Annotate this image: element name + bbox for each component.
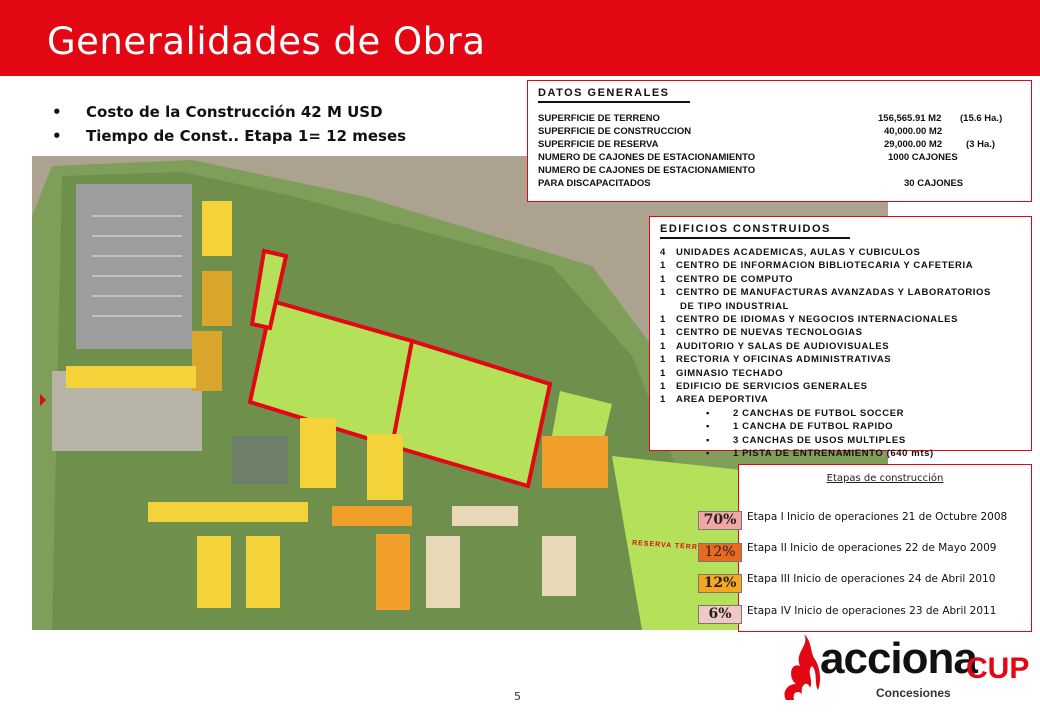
dg-row-note: (15.6 Ha.): [960, 113, 1003, 124]
edificio-count: 1: [660, 367, 666, 379]
heading-underline: [538, 101, 690, 103]
bullet-time: • Tiempo de Const.. Etapa 1= 12 meses: [52, 124, 406, 148]
dg-row-value: 29,000.00 M2: [884, 139, 943, 150]
edificio-label: UNIDADES ACADEMICAS, AULAS Y CUBICULOS: [676, 247, 921, 258]
edificio-label: CENTRO DE IDIOMAS Y NEGOCIOS INTERNACIONALES: [676, 314, 959, 325]
etapa-item: Etapa II Inicio de operaciones 22 de Mayo 2009: [747, 542, 997, 554]
edificios-heading: EDIFICIOS CONSTRUIDOS: [660, 223, 831, 235]
etapas-box: [738, 464, 1032, 632]
dg-row-label: NUMERO DE CAJONES DE ESTACIONAMIENTO: [538, 165, 756, 176]
dg-row-note: (3 Ha.): [966, 139, 996, 150]
edificio-label: RECTORIA Y OFICINAS ADMINISTRATIVAS: [676, 354, 892, 366]
dg-row-label: SUPERFICIE DE RESERVA: [538, 139, 659, 150]
dg-row-value: 156,565.91 M2: [878, 113, 942, 124]
bullet-cost: • Costo de la Construcción 42 M USD: [52, 100, 406, 124]
map-reserva-label: RESERVA TERR: [631, 539, 699, 552]
edificio-count: 1: [660, 260, 666, 272]
edificio-count: 1: [660, 394, 666, 406]
bullet-icon: ▪: [706, 421, 710, 433]
edificio-label: DE TIPO INDUSTRIAL: [680, 300, 789, 312]
datos-generales-table: [538, 113, 1028, 199]
edificio-label: CENTRO DE COMPUTO: [676, 273, 794, 285]
edificio-count: 1: [660, 314, 666, 325]
edificio-count: 1: [660, 354, 666, 366]
edificio-label: AUDITORIO Y SALAS DE AUDIOVISUALES: [676, 340, 890, 352]
edificio-label: CENTRO DE NUEVAS TECNOLOGIAS: [676, 327, 863, 339]
bullet-icon: ▪: [706, 434, 710, 446]
edificio-sub-label: 3 CANCHAS DE USOS MULTIPLES: [733, 434, 906, 446]
etapa-item: Etapa III Inicio de operaciones 24 de Abril 2010: [747, 573, 996, 585]
edificio-count: 1: [660, 287, 666, 299]
logo-cup: CUP: [966, 652, 1030, 685]
edificio-sub-label: 1 CANCHA DE FUTBOL RAPIDO: [733, 421, 894, 433]
edificio-count: 1: [660, 327, 666, 339]
etapa-percent-badge: 12%: [698, 574, 742, 593]
logo-wordmark: acciona: [820, 634, 977, 683]
etapa-item: Etapa IV Inicio de operaciones 23 de Abril 2011: [747, 605, 997, 617]
edificio-count: 4: [660, 247, 666, 258]
bullet-icon: ▪: [706, 448, 710, 459]
edificio-label: GIMNASIO TECHADO: [676, 367, 784, 379]
edificio-count: 1: [660, 273, 666, 285]
dg-row-value: 40,000.00 M2: [884, 126, 943, 137]
edificio-label: EDIFICIO DE SERVICIOS GENERALES: [676, 381, 868, 392]
etapa-percent-badge: 12%: [698, 543, 742, 562]
etapa-percent-badge: 6%: [698, 605, 742, 624]
etapas-title: Etapas de construcción: [826, 473, 944, 484]
edificio-label: AREA DEPORTIVA: [676, 394, 769, 406]
dg-row-value: 1000 CAJONES: [888, 152, 958, 163]
edificio-sub-label: 2 CANCHAS DE FUTBOL SOCCER: [733, 407, 905, 419]
datos-generales-box: [527, 80, 1032, 202]
logo-subtitle: Concesiones: [876, 686, 951, 700]
acciona-cup-logo: [780, 630, 1030, 706]
etapa-item: Etapa I Inicio de operaciones 21 de Octubre 2008: [747, 511, 1008, 523]
edificios-box: [649, 216, 1032, 459]
page-title: Generalidades de Obra: [47, 20, 486, 63]
acciona-flame-icon: [780, 632, 824, 702]
etapa-percent-badge: 70%: [698, 511, 742, 530]
summary-bullets: [52, 100, 406, 148]
page-number: 5: [514, 690, 521, 703]
heading-underline: [660, 237, 850, 239]
dg-row-label: SUPERFICIE DE TERRENO: [538, 113, 660, 124]
dg-row-label: NUMERO DE CAJONES DE ESTACIONAMIENTO: [538, 152, 756, 163]
edificio-count: 1: [660, 381, 666, 392]
dg-row-label: PARA DISCAPACITADOS: [538, 178, 651, 189]
dg-row-value: 30 CAJONES: [904, 178, 964, 189]
edificio-label: CENTRO DE MANUFACTURAS AVANZADAS Y LABORATORIOS: [676, 287, 991, 299]
edificio-label: CENTRO DE INFORMACION BIBLIOTECARIA Y CAFETERIA: [676, 260, 974, 272]
edificio-count: 1: [660, 340, 666, 352]
dg-row-label: SUPERFICIE DE CONSTRUCCION: [538, 126, 692, 137]
bullet-icon: ▪: [706, 407, 710, 419]
datos-generales-heading: DATOS GENERALES: [538, 87, 670, 99]
edificio-sub-label: 1 PISTA DE ENTRENAMIENTO (640 mts): [733, 448, 934, 459]
